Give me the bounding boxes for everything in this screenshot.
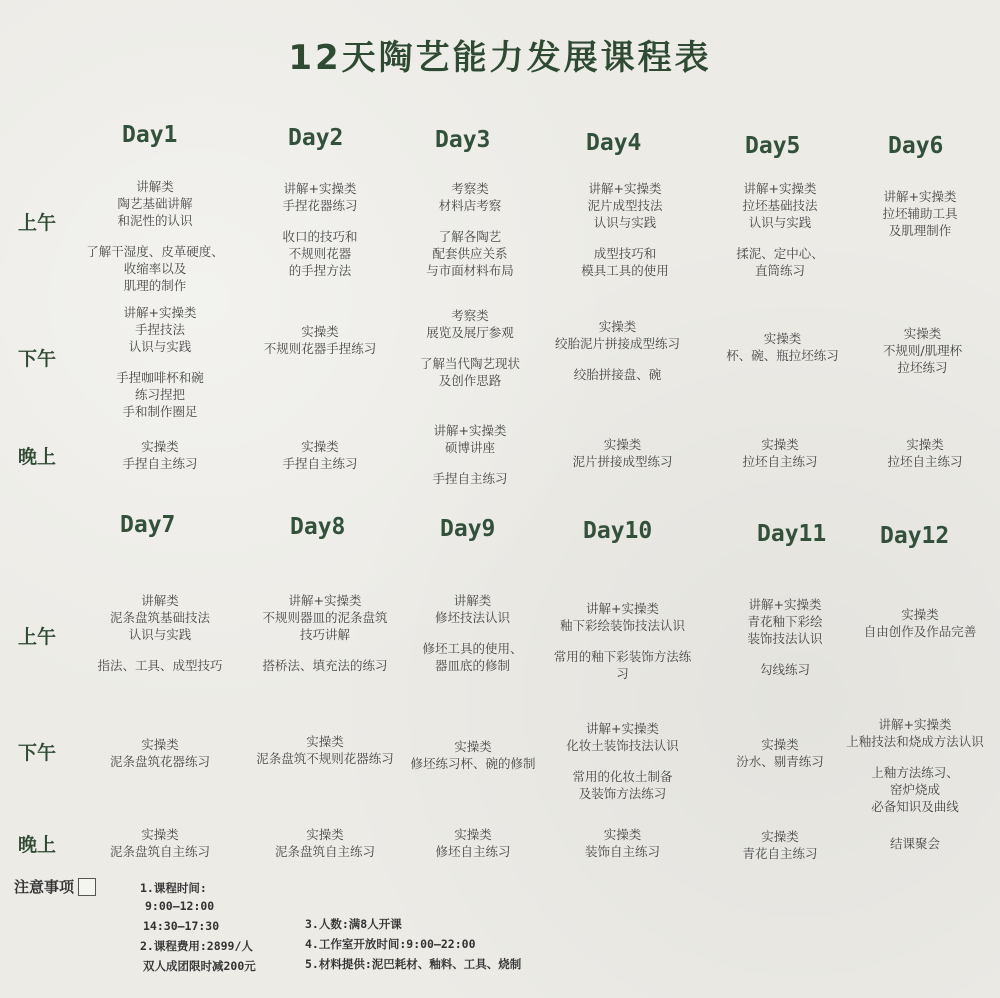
period-evening: 晚上 <box>18 834 57 856</box>
notes-heading <box>14 876 96 897</box>
schedule-cell: 实操类 泥条盘筑花器练习 <box>109 737 210 769</box>
schedule-cell: 讲解+实操类 釉下彩绘装饰技法认识 常用的釉下彩装饰方法练 习 <box>553 601 692 681</box>
day-header: Day12 <box>880 523 950 549</box>
schedule-cell: 实操类 自由创作及作品完善 <box>863 607 977 639</box>
schedule-cell: 实操类 手捏自主练习 <box>282 439 358 471</box>
note-line: 2.课程费用:2899/人 <box>140 939 253 953</box>
day-header: Day4 <box>586 130 642 156</box>
schedule-cell: 考察类 展览及展厅参观 了解当代陶艺现状 及创作思路 <box>419 308 520 388</box>
note-line: 5.材料提供:泥巴耗材、釉料、工具、烧制 <box>305 957 522 971</box>
period-evening: 晚上 <box>18 446 57 468</box>
schedule-cell: 实操类 修坯自主练习 <box>435 827 511 859</box>
schedule-cell: 讲解类 修坯技法认识 修坯工具的使用、 器皿底的修制 <box>422 593 523 673</box>
day-header: Day8 <box>290 514 346 540</box>
note-line: 1.课程时间: <box>140 881 207 895</box>
schedule-cell: 讲解+实操类 青花釉下彩绘 装饰技法认识 勾线练习 <box>747 597 823 677</box>
period-afternoon: 下午 <box>18 348 57 370</box>
schedule-cell: 实操类 装饰自主练习 <box>584 827 660 859</box>
schedule-cell: 实操类 青花自主练习 <box>742 829 818 861</box>
schedule-cell: 实操类 不规则花器手捏练习 <box>263 324 377 356</box>
schedule-cell: 讲解+实操类 手捏技法 认识与实践 手捏咖啡杯和碗 练习捏把 手和制作圈足 <box>116 305 204 419</box>
day-header: Day11 <box>757 521 827 547</box>
day-header: Day7 <box>120 512 176 538</box>
day-header: Day1 <box>122 122 178 148</box>
schedule-cell: 讲解+实操类 手捏花器练习 收口的技巧和 不规则花器 的手捏方法 <box>282 181 358 278</box>
schedule-cell: 实操类 杯、碗、瓶拉坯练习 <box>726 331 839 363</box>
schedule-cell: 讲解类 陶艺基础讲解 和泥性的认识 了解干湿度、皮革硬度、 收缩率以及 肌理的制作 <box>86 179 224 293</box>
schedule-cell: 实操类 泥条盘筑自主练习 <box>109 827 210 859</box>
checkbox-icon <box>78 878 96 896</box>
schedule-cell: 实操类 泥条盘筑自主练习 <box>274 827 375 859</box>
schedule-cell: 实操类 汾水、剔青练习 <box>736 737 824 769</box>
day-header: Day9 <box>440 516 496 542</box>
period-morning: 上午 <box>18 212 57 234</box>
schedule-cell: 讲解+实操类 泥片成型技法 认识与实践 成型技巧和 模具工具的使用 <box>581 181 669 278</box>
day-header: Day5 <box>745 133 801 159</box>
schedule-cell: 讲解+实操类 上釉技法和烧成方法认识 上釉方法练习、 窑炉烧成 必备知识及曲线 <box>846 717 984 814</box>
schedule-cell: 讲解+实操类 拉坯基础技法 认识与实践 揉泥、定中心、 直筒练习 <box>736 181 824 278</box>
schedule-cell: 讲解+实操类 化妆土装饰技法认识 常用的化妆土制备 及装饰方法练习 <box>566 721 679 801</box>
notes-title: 注意事项 <box>14 878 75 896</box>
day-header: Day6 <box>888 133 944 159</box>
schedule-cell: 实操类 修坯练习杯、碗的修制 <box>410 739 536 771</box>
schedule-cell: 考察类 材料店考察 了解各陶艺 配套供应关系 与市面材料布局 <box>426 181 514 278</box>
note-line: 9:00—12:00 <box>145 899 215 913</box>
schedule-cell: 实操类 拉坯自主练习 <box>887 437 963 469</box>
schedule-cell: 实操类 不规则/肌理杯 拉坯练习 <box>882 326 963 375</box>
schedule-cell: 讲解+实操类 不规则器皿的泥条盘筑 技巧讲解 搭桥法、填充法的练习 <box>262 593 388 673</box>
schedule-cell: 实操类 手捏自主练习 <box>122 439 198 471</box>
page-title: 12天陶艺能力发展课程表 <box>288 38 712 78</box>
period-morning: 上午 <box>18 626 57 648</box>
day-header: Day3 <box>435 127 491 153</box>
period-afternoon: 下午 <box>18 742 57 764</box>
schedule-cell: 讲解+实操类 硕博讲座 手捏自主练习 <box>432 423 508 486</box>
day-header: Day2 <box>288 125 344 151</box>
schedule-cell: 讲解+实操类 拉坯辅助工具 及肌理制作 <box>882 189 958 238</box>
schedule-cell: 实操类 泥片拼接成型练习 <box>572 437 673 469</box>
schedule-cell: 实操类 拉坯自主练习 <box>742 437 818 469</box>
note-line: 3.人数:满8人开课 <box>305 917 402 931</box>
note-line: 4.工作室开放时间:9:00—22:00 <box>305 937 476 951</box>
schedule-cell: 讲解类 泥条盘筑基础技法 认识与实践 指法、工具、成型技巧 <box>97 593 223 673</box>
day-header: Day10 <box>583 518 653 544</box>
schedule-cell: 实操类 泥条盘筑不规则花器练习 <box>256 734 394 766</box>
note-line: 14:30—17:30 <box>143 919 220 933</box>
schedule-cell: 结课聚会 <box>889 836 940 851</box>
note-line: 双人成团限时减200元 <box>143 959 256 973</box>
schedule-cell: 实操类 绞胎泥片拼接成型练习 绞胎拼接盘、碗 <box>554 319 680 382</box>
